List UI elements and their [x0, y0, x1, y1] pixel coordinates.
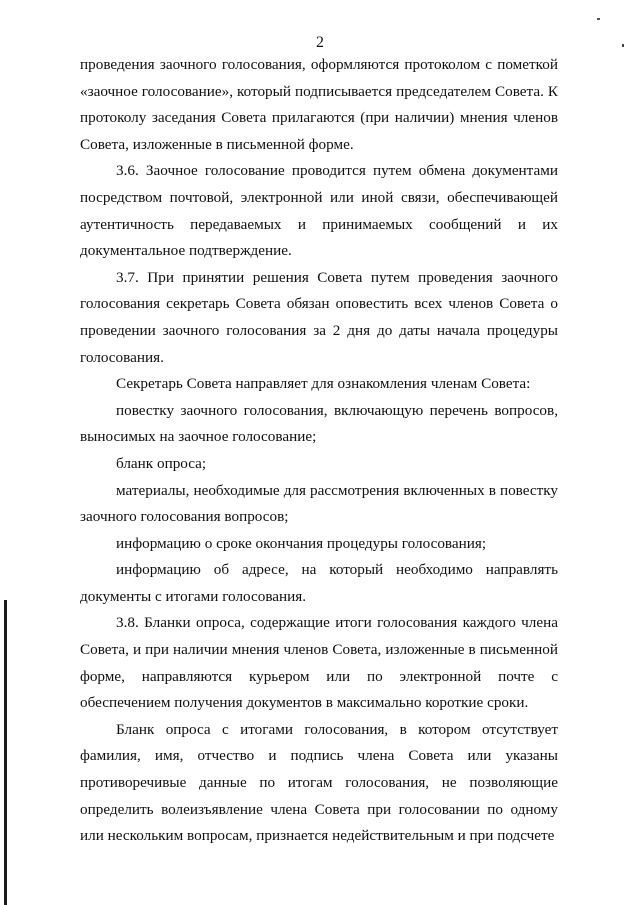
scan-artifact: [597, 18, 600, 20]
list-item-deadline-info: информацию о сроке окончания процедуры голосования;: [116, 534, 487, 552]
list-item-agenda: повестку заочного голосования, включающую перечень вопросов, выносимых на заочное голосование;: [80, 401, 558, 446]
scan-edge-mark: [4, 600, 7, 905]
paragraph-secretary-sends: Секретарь Совета направляет для ознакомления членам Совета:: [116, 375, 531, 393]
paragraph-3-8: 3.8. Бланки опроса, содержащие итоги голосования каждого члена Совета, и при наличии мнения членов Совета, изложенные в письменной форме, направляются курьером или по электронной почте с обеспечением получения документов в максимально короткие сроки.: [80, 614, 558, 712]
list-item-materials: материалы, необходимые для рассмотрения включенных в повестку заочного голосования вопросов;: [80, 481, 558, 526]
paragraph-3-6: 3.6. Заочное голосование проводится путем обмена документами посредством почтовой, электронной или иной связи, обеспечивающей аутентичность передаваемых и принимаемых сообщений и их документальное подтверждение.: [80, 162, 558, 260]
page-number: 2: [316, 34, 324, 51]
paragraph-continuation: проведения заочного голосования, оформляются протоколом с пометкой «заочное голосование», который подписывается председателем Совета. К протоколу заседания Совета прилагаются (при наличии) мнения членов Совета, изложенные в письменной форме.: [80, 56, 558, 153]
paragraph-invalid-ballot: Бланк опроса с итогами голосования, в котором отсутствует фамилия, имя, отчество и подпись члена Совета или указаны противоречивые данные по итогам голосования, не позволяющие определить волеизъявление члена Совета при голосовании по одному или нескольким вопросам, признается недействительным и при подсчете: [80, 720, 558, 845]
list-item-ballot: бланк опроса;: [116, 454, 207, 472]
paragraph-3-7: 3.7. При принятии решения Совета путем проведения заочного голосования секретарь Совета обязан оповестить всех членов Совета о проведении заочного голосования за 2 дня до даты начала процедуры голосования.: [80, 268, 558, 366]
document-body: [80, 52, 558, 850]
list-item-address-info: информацию об адресе, на который необходимо направлять документы с итогами голосования.: [80, 561, 558, 605]
